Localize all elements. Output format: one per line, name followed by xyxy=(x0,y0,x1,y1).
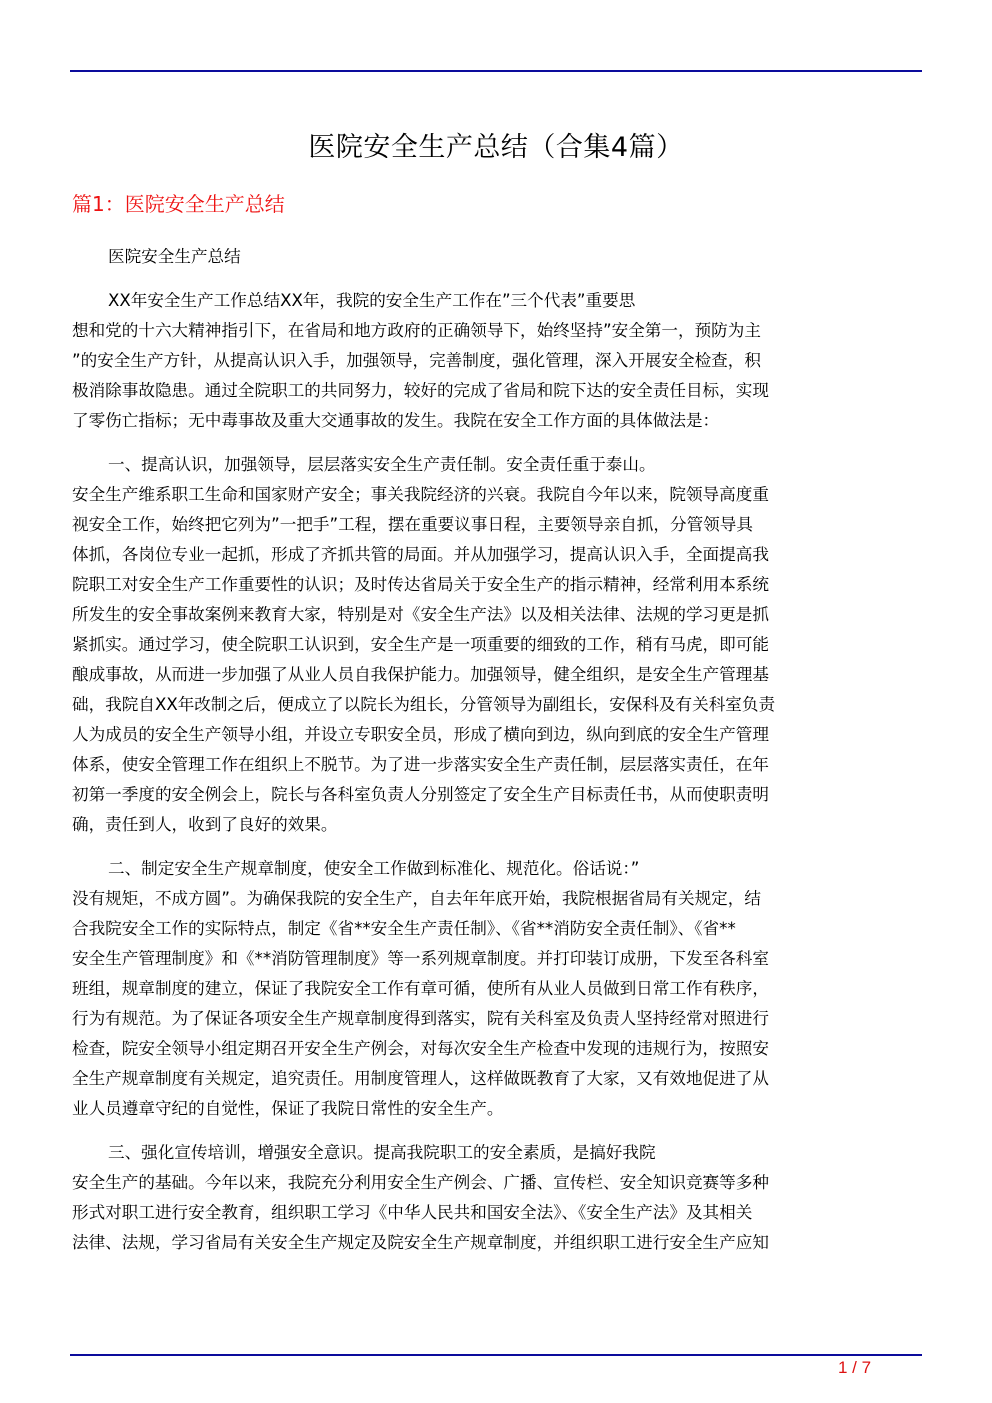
text-line: 一、提高认识，加强领导，层层落实安全生产责任制。安全责任重于泰山。 xyxy=(108,455,656,474)
document-title: 医院安全生产总结（合集4篇） xyxy=(308,132,684,163)
text-line: 安全生产的基础。今年以来，我院充分利用安全生产例会、广播、宣传栏、安全知识竞赛等多种 xyxy=(72,1173,769,1192)
document-body xyxy=(72,242,922,1272)
text-line: 极消除事故隐患。通过全院职工的共同努力，较好的完成了省局和院下达的安全责任目标，实现 xyxy=(72,381,769,400)
text-line: 业人员遵章守纪的自觉性，保证了我院日常性的安全生产。 xyxy=(72,1099,504,1118)
text-line: 三、强化宣传培训，增强安全意识。提高我院职工的安全素质，是搞好我院 xyxy=(108,1143,656,1162)
text-line: 安全生产管理制度》和《**消防管理制度》等一系列规章制度。并打印装订成册，下发至各科室 xyxy=(72,949,769,968)
paragraph-section-1 xyxy=(72,450,922,840)
footer-rule xyxy=(70,1354,922,1356)
text-line: 班组，规章制度的建立，保证了我院安全工作有章可循，使所有从业人员做到日常工作有秩序， xyxy=(72,979,769,998)
text-line: 础，我院自XX年改制之后，便成立了以院长为组长，分管领导为副组长，安保科及有关科室负责 xyxy=(72,695,776,714)
text-line: 没有规矩，不成方圆”。为确保我院的安全生产，自去年年底开始，我院根据省局有关规定，结 xyxy=(72,889,761,908)
text-line: 确，责任到人，收到了良好的效果。 xyxy=(72,815,338,834)
text-line: 医院安全生产总结 xyxy=(108,247,241,266)
text-line: 初第一季度的安全例会上，院长与各科室负责人分别签定了安全生产目标责任书，从而使职责明 xyxy=(72,785,769,804)
text-line: 想和党的十六大精神指引下，在省局和地方政府的正确领导下，始终坚持”安全第一，预防为主 xyxy=(72,321,761,340)
text-line: 行为有规范。为了保证各项安全生产规章制度得到落实，院有关科室及负责人坚持经常对照进行 xyxy=(72,1009,769,1028)
text-line: 形式对职工进行安全教育，组织职工学习《中华人民共和国安全法》、《安全生产法》及其相关 xyxy=(72,1203,753,1222)
page-number: 1 / 7 xyxy=(838,1358,872,1377)
text-line: 检查，院安全领导小组定期召开安全生产例会，对每次安全生产检查中发现的违规行为，按照安 xyxy=(72,1039,769,1058)
section-heading: 篇1：医院安全生产总结 xyxy=(72,192,285,216)
text-line: ”的安全生产方针，从提高认识入手，加强领导，完善制度，强化管理，深入开展安全检查，积 xyxy=(72,351,761,370)
paragraph-section-2 xyxy=(72,854,922,1124)
header-rule xyxy=(70,70,922,72)
text-line: 视安全工作，始终把它列为”一把手”工程，摆在重要议事日程，主要领导亲自抓，分管领导具 xyxy=(72,515,753,534)
text-line: 紧抓实。通过学习，使全院职工认识到，安全生产是一项重要的细致的工作，稍有马虎，即可能 xyxy=(72,635,769,654)
text-line: 院职工对安全生产工作重要性的认识；及时传达省局关于安全生产的指示精神，经常利用本系统 xyxy=(72,575,769,594)
paragraph-section-3 xyxy=(72,1138,922,1258)
text-line: 全生产规章制度有关规定，追究责任。用制度管理人，这样做既教育了大家，又有效地促进了从 xyxy=(72,1069,769,1088)
text-line: 体系，使安全管理工作在组织上不脱节。为了进一步落实安全生产责任制，层层落实责任，在年 xyxy=(72,755,769,774)
text-line: 了零伤亡指标；无中毒事故及重大交通事故的发生。我院在安全工作方面的具体做法是： xyxy=(72,411,720,430)
paragraph-intro xyxy=(72,286,922,436)
text-line: 酿成事故，从而进一步加强了从业人员自我保护能力。加强领导，健全组织，是安全生产管理基 xyxy=(72,665,769,684)
text-line: XX年安全生产工作总结XX年，我院的安全生产工作在”三个代表”重要思 xyxy=(108,291,636,310)
paragraph-subtitle xyxy=(72,242,922,272)
text-line: 体抓，各岗位专业一起抓，形成了齐抓共管的局面。并从加强学习，提高认识入手，全面提高我 xyxy=(72,545,769,564)
text-line: 所发生的安全事故案例来教育大家，特别是对《安全生产法》以及相关法律、法规的学习更是抓 xyxy=(72,605,769,624)
text-line: 安全生产维系职工生命和国家财产安全；事关我院经济的兴衰。我院自今年以来，院领导高度重 xyxy=(72,485,769,504)
text-line: 人为成员的安全生产领导小组，并设立专职安全员，形成了横向到边，纵向到底的安全生产管理 xyxy=(72,725,769,744)
text-line: 合我院安全工作的实际特点，制定《省**安全生产责任制》、《省**消防安全责任制》、《省** xyxy=(72,919,736,938)
text-line: 二、制定安全生产规章制度，使安全工作做到标准化、规范化。俗话说：” xyxy=(108,859,640,878)
text-line: 法律、法规，学习省局有关安全生产规定及院安全生产规章制度，并组织职工进行安全生产应知 xyxy=(72,1233,769,1252)
